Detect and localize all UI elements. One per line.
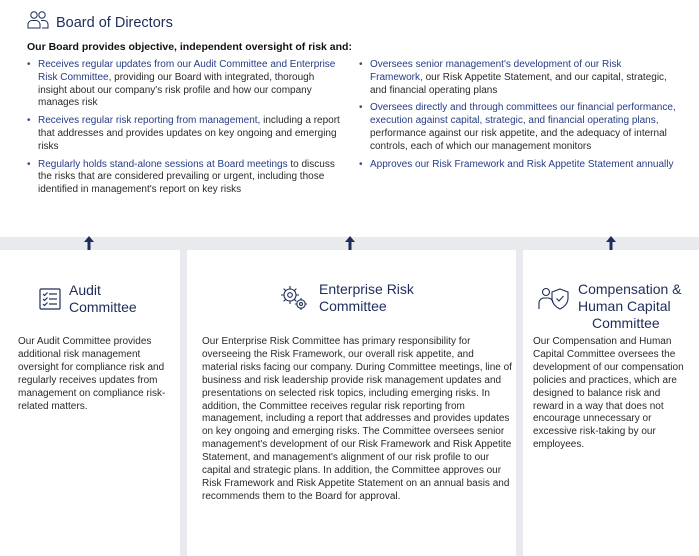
compensation-committee-card: [523, 250, 699, 556]
bullet: •: [359, 158, 363, 170]
board-right-list: [359, 59, 677, 176]
board-header: [27, 10, 173, 35]
board-intro: Our Board provides objective, independent oversight of risk and:: [27, 41, 352, 53]
shield-person-icon: [538, 285, 570, 313]
bullet: •: [27, 158, 31, 170]
bullet: •: [27, 115, 31, 127]
list-item: • Receives regular risk reporting from management, including a report that addresses and provides updates on key ongoing and emerging risks: [27, 115, 340, 152]
enterprise-risk-committee-body: Our Enterprise Risk Committee has primary responsibility for overseeing the Risk Framework, our overall risk appetite, and material risks facing our company. During Committee meetings, line of business and risk leadership provide risk management updates and presentations on selected risk topics, including emerging risks. In addition, the Committee receives regular risk reporting from management, including a report that addresses and provides updates on key ongoing and emerging risks. The Committee oversees senior management's development of our Risk Framework and Risk Appetite Statement, and management's alignment of our risk profile to our capital and strategic plans. In addition, the Committee approves our Risk Framework and Risk Appetite Statement on an annual basis and recommends them to the Board for approval.: [202, 336, 512, 502]
compensation-committee-body: Our Compensation and Human Capital Committee oversees the development of our compensation policies and practices, which are designed to balance risk and reward in a way that does not encourage unnecessary or excessive risk-taking by our employees.: [533, 336, 684, 451]
list-item: • Oversees directly and through committees our financial performance, execution against capital, strategic, and financial operating plans, performance against our risk appetite, and the adequacy of internal controls, each of which our management monitors: [359, 102, 676, 152]
enterprise-risk-committee-card: [187, 250, 516, 556]
list-item: • Oversees senior management's development of our Risk Framework, our Risk Appetite Statement, and our capital, strategic, and financial operating plans: [359, 59, 667, 96]
list-item: • Approves our Risk Framework and Risk Appetite Statement annually: [359, 158, 674, 170]
bullet: •: [27, 59, 31, 70]
list-item: • Regularly holds stand-alone sessions at Board meetings to discuss the risks that are considered prevailing or urgent, including those identified in management's report on key risks: [27, 158, 335, 196]
list-item: • Receives regular updates from our Audit Committee and Enterprise Risk Committee, providing our Board with integrated, thorough insight about our company's risk profile and how our company manages risk: [27, 59, 336, 109]
enterprise-risk-committee-header: [279, 281, 414, 315]
people-icon: [27, 10, 49, 35]
board-left-list: [27, 59, 345, 202]
audit-committee-header: [39, 282, 137, 316]
compensation-committee-header: [538, 281, 682, 332]
audit-committee-card: [0, 250, 180, 556]
arrow-up-icon: [84, 236, 94, 250]
board-of-directors-panel: [0, 0, 699, 237]
enterprise-risk-committee-title: Enterprise Risk Committee: [319, 281, 414, 314]
board-title: Board of Directors: [56, 14, 173, 31]
compensation-committee-title: Compensation & Human Capital Committee: [578, 281, 682, 331]
audit-committee-body: Our Audit Committee provides additional risk management oversight for compliance risk and regularly receives updates from management on compliance risk-related matters.: [18, 336, 166, 412]
bullet: •: [359, 102, 363, 114]
checklist-icon: [39, 288, 61, 310]
bullet: •: [359, 59, 363, 70]
gears-icon: [279, 284, 309, 312]
arrow-up-icon: [345, 236, 355, 250]
arrow-up-icon: [606, 236, 616, 250]
audit-committee-title: Audit Committee: [69, 282, 137, 315]
